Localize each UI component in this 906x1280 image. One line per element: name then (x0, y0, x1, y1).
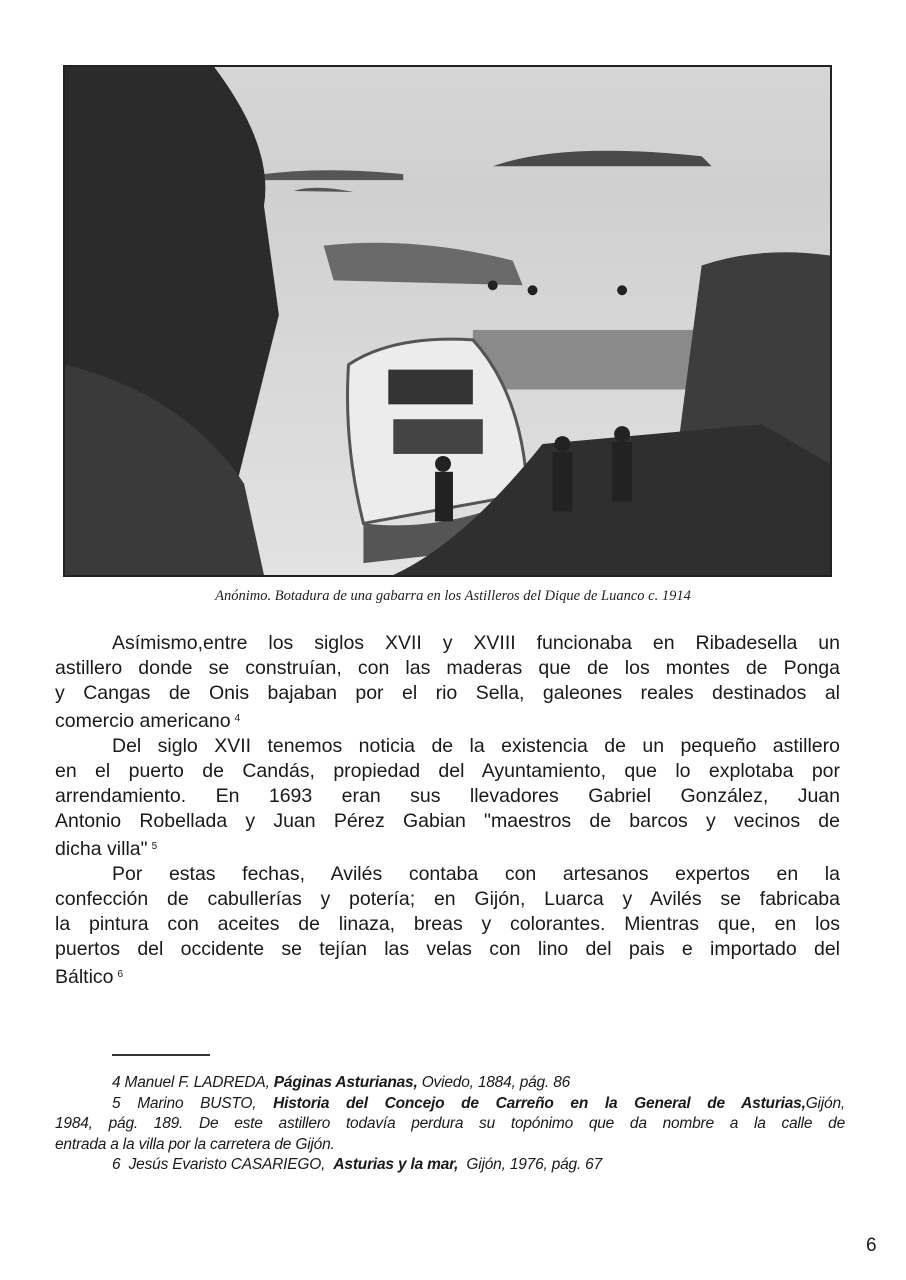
text-line: confección de cabullerías y potería; en Gijón, Luarca y Avilés se fabricaba (55, 888, 840, 910)
paragraph (55, 631, 840, 734)
footnote-line: 1984, pág. 189. De este astillero todavía perdura su topónimo que da nombre a la calle de (55, 1115, 845, 1132)
footnote-5 (55, 1094, 845, 1115)
footnote-line: entrada a la villa por la carretera de Gijón. (55, 1135, 335, 1153)
text-segment: Báltico (55, 966, 114, 988)
footnote-4 (55, 1073, 845, 1094)
footnote-text: 5 Marino BUSTO, (112, 1094, 274, 1112)
footnotes (55, 1073, 845, 1176)
text-line: Del siglo XVII tenemos noticia de la existencia de un pequeño astillero (112, 735, 840, 757)
footnote-text: Gijón, 1976, pág. 67 (458, 1156, 603, 1173)
text-segment: comercio americano (55, 710, 231, 732)
historical-photo-boat-launch (63, 65, 832, 577)
text-line: Antonio Robellada y Juan Pérez Gabian "maestros de barcos y vecinos de (55, 810, 840, 832)
text-line: la pintura con aceites de linaza, breas y colorantes. Mientras que, en los (55, 913, 840, 935)
footnote-text: 6 Jesús Evaristo CASARIEGO, (112, 1156, 334, 1173)
footnote-ref: 5 (151, 841, 158, 852)
text-line: Asímismo,entre los siglos XVII y XVIII funcionaba en Ribadesella un (112, 632, 840, 654)
text-line: Por estas fechas, Avilés contaba con artesanos expertos en la (112, 863, 840, 885)
footnote-6 (55, 1155, 845, 1176)
footnote-text: Gijón, (805, 1094, 845, 1112)
paragraph (55, 734, 840, 862)
paragraph (55, 862, 840, 990)
text-line: arrendamiento. En 1693 eran sus llevadores Gabriel González, Juan (55, 785, 840, 807)
footnote-divider (112, 1054, 210, 1056)
footnote-ref: 6 (117, 969, 124, 980)
footnote-text: Oviedo, 1884, pág. 86 (417, 1074, 571, 1091)
text-line (55, 962, 840, 990)
footnote-ref: 4 (234, 713, 241, 724)
footnote-text: 4 Manuel F. LADREDA, (112, 1074, 274, 1091)
text-line (55, 706, 840, 734)
text-line: astillero donde se construían, con las maderas que de los montes de Ponga (55, 657, 840, 679)
photo-caption: Anónimo. Botadura de una gabarra en los Astilleros del Dique de Luanco c. 1914 (215, 588, 691, 604)
text-line: en el puerto de Candás, propiedad del Ayuntamiento, que lo explotaba por (55, 760, 840, 782)
footnote-title: Historia del Concejo de Carreño en la General de Asturias, (273, 1094, 806, 1112)
text-line: y Cangas de Onis bajaban por el rio Sella, galeones reales destinados al (55, 682, 840, 704)
body-text (55, 631, 840, 990)
text-line: puertos del occidente se tejían las velas con lino del pais e importado del (55, 938, 840, 960)
footnote-title: Asturias y la mar, (333, 1156, 459, 1173)
footnote-title: Páginas Asturianas, (273, 1074, 418, 1091)
text-segment: dicha villa" (55, 838, 148, 860)
page-number: 6 (866, 1235, 877, 1256)
text-line (55, 834, 840, 862)
